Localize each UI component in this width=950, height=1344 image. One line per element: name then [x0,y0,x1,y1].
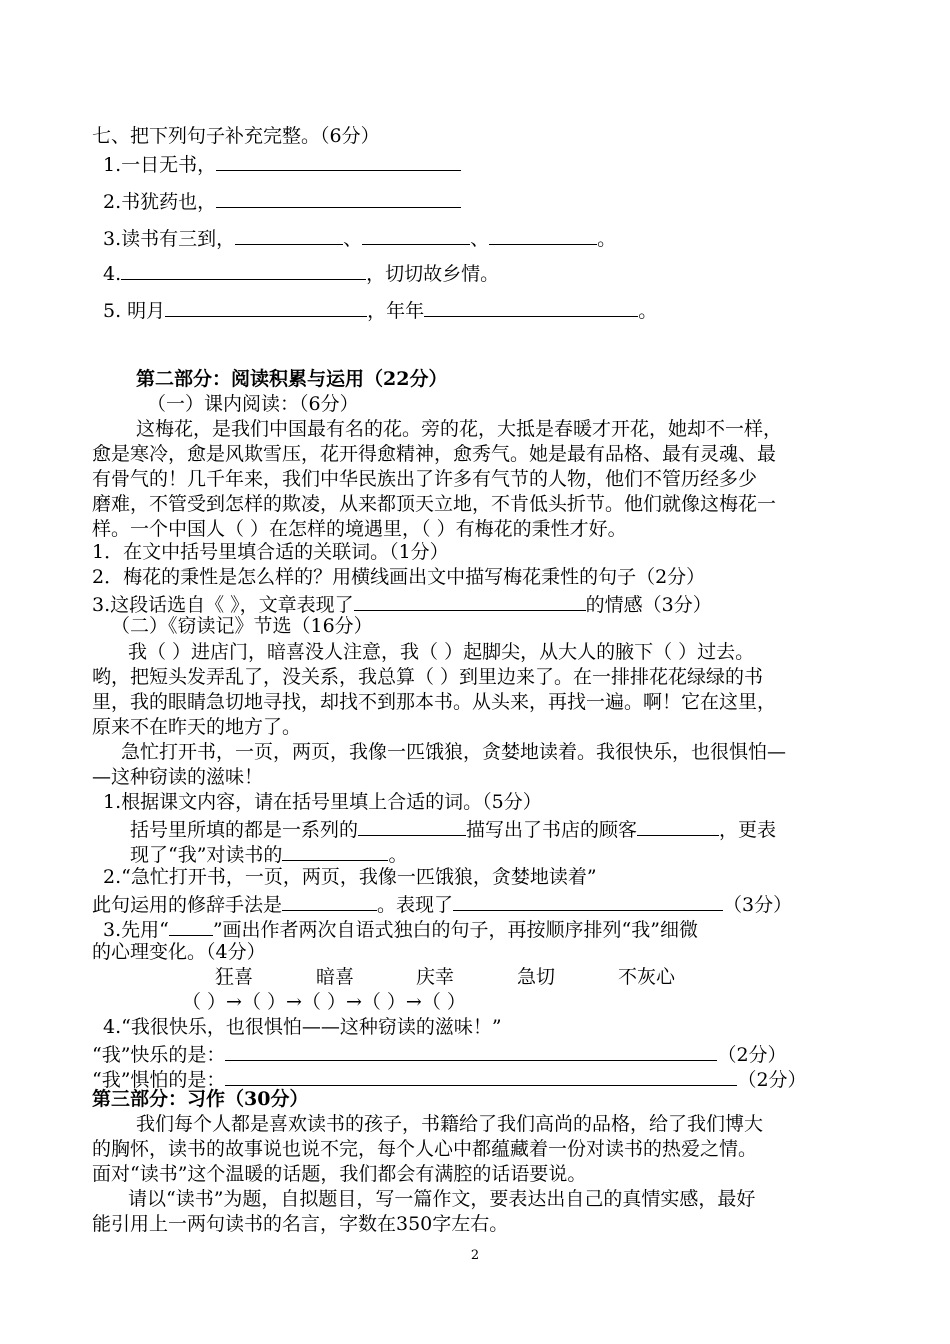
subsection-1-title: （一）课内阅读：（6分） [147,393,359,415]
essay-prompt-line: 我们每个人都是喜欢读书的孩子，书籍给了我们高尚的品格，给了我们博大 [136,1113,764,1135]
passage-plum-line: 愈是寒冷，愈是风欺雪压，花开得愈精神，愈秀气。她是最有品格、最有灵魂、最 [92,443,777,465]
answer-blank[interactable] [165,296,367,317]
question: 3.这段话选自《 》，文章表现了 的情感（3分） [92,590,712,617]
passage-reading-line: 急忙打开书，一页，两页，我像一匹饿狼，贪婪地读着。我很快乐，也很惧怕— [121,741,787,763]
answer-blank[interactable] [282,890,377,911]
passage-reading-line: 里，我的眼睛急切地寻找，却找不到那本书。从头来，再找一遍。啊！它在这里， [92,691,777,713]
question: 1.根据课文内容，请在括号里填上合适的词。（5分） [103,791,542,813]
question: 3.先用“ ”画出作者两次自语式独白的句子，再按顺序排列“我”细微 [103,915,698,942]
passage-plum-line: 有骨气的！几千年来，我们中华民族出了许多有气节的人物，他们不管历经多少 [92,468,758,490]
essay-prompt-line: 请以“读书”为题，自拟题目，写一篇作文，要表达出自己的真情实感，最好 [128,1188,756,1210]
question-fill-line: “我”快乐的是： （2分） [92,1040,787,1067]
emotion-word: 急切 [517,966,556,988]
essay-prompt-line: 的胸怀，读书的故事说也说不完，每个人心中都蕴藏着一份对读书的热爱之情。 [92,1138,758,1160]
fill-question-1: 1.一日无书， [103,150,461,177]
answer-blank[interactable] [121,259,366,280]
question-fill-line: 括号里所填的都是一系列的 描写出了书店的顾客 ，更表 [130,815,776,842]
answer-blank[interactable] [453,890,723,911]
emotion-word: 暗喜 [316,966,355,988]
emotion-word: 不灰心 [618,966,676,988]
section7-title: 七、把下列句子补充完整。（6分） [92,125,380,147]
answer-blank[interactable] [216,150,461,171]
question-fill-line: “我”惧怕的是： （2分） [92,1065,807,1092]
passage-plum-line: 样。一个中国人（ ）在怎样的境遇里，（ ）有梅花的秉性才好。 [92,518,627,540]
passage-plum-line: 磨难，不管受到怎样的欺凌，从来都顶天立地，不肯低头折节。他们就像这梅花一 [92,493,777,515]
question: 的心理变化。（4分） [92,941,266,963]
part3-title: 第三部分：习作（30分） [92,1088,309,1110]
question: 4.“我很快乐，也很惧怕——这种窃读的滋味！” [103,1016,502,1038]
question: 1．在文中括号里填合适的关联词。（1分） [92,541,449,563]
order-sequence[interactable]: （ ）→（ ）→（ ）→（ ）→（ ） [182,991,466,1013]
answer-blank[interactable] [362,224,470,245]
fill-question-3: 3.读书有三到， 、 、 。 [103,224,616,251]
answer-blank[interactable] [489,224,597,245]
passage-reading-line: —这种窃读的滋味！ [92,766,264,788]
answer-blank[interactable] [354,590,586,611]
fill-question-4: 4. ，切切故乡情。 [103,259,499,286]
answer-blank[interactable] [235,224,343,245]
answer-blank[interactable] [216,187,461,208]
fill-question-2: 2.书犹药也， [103,187,461,214]
answer-blank[interactable] [225,1040,717,1061]
question-fill-line: 现了“我”对读书的 。 [130,840,407,867]
question-fill-line: 此句运用的修辞手法是 。表现了 （3分） [92,890,792,917]
passage-reading-line: 哟，把短头发弄乱了，没关系，我总算（ ）到里边来了。在一排排花花绿绿的书 [92,666,764,688]
passage-reading-line: 原来不在昨天的地方了。 [92,716,302,738]
question: 2.“急忙打开书，一页，两页，我像一匹饿狼，贪婪地读着” [103,866,597,888]
passage-reading-line: 我（ ）进店门，暗喜没人注意，我（ ）起脚尖，从大人的腋下（ ）过去。 [128,641,755,663]
fill-question-5: 5. 明月 ，年年 。 [103,296,657,323]
passage-plum-line: 这梅花，是我们中国最有名的花。旁的花，大抵是春暖才开花，她却不一样， [136,418,783,440]
answer-blank[interactable] [358,815,466,836]
emotion-word: 狂喜 [215,966,254,988]
page-number: 2 [470,1248,480,1263]
answer-blank[interactable] [169,915,213,936]
question: 2．梅花的秉性是怎么样的？用横线画出文中描写梅花秉性的句子（2分） [92,566,706,588]
subsection-2-title: （二）《窃读记》节选（16分） [111,615,373,637]
answer-blank[interactable] [225,1065,737,1086]
answer-blank[interactable] [637,815,719,836]
part2-title: 第二部分：阅读积累与运用（22分） [136,368,448,390]
essay-prompt-line: 能引用上一两句读书的名言，字数在350字左右。 [92,1213,509,1235]
emotion-word: 庆幸 [416,966,455,988]
answer-blank[interactable] [282,840,388,861]
essay-prompt-line: 面对“读书”这个温暖的话题，我们都会有满腔的话语要说。 [92,1163,587,1185]
answer-blank[interactable] [424,296,638,317]
